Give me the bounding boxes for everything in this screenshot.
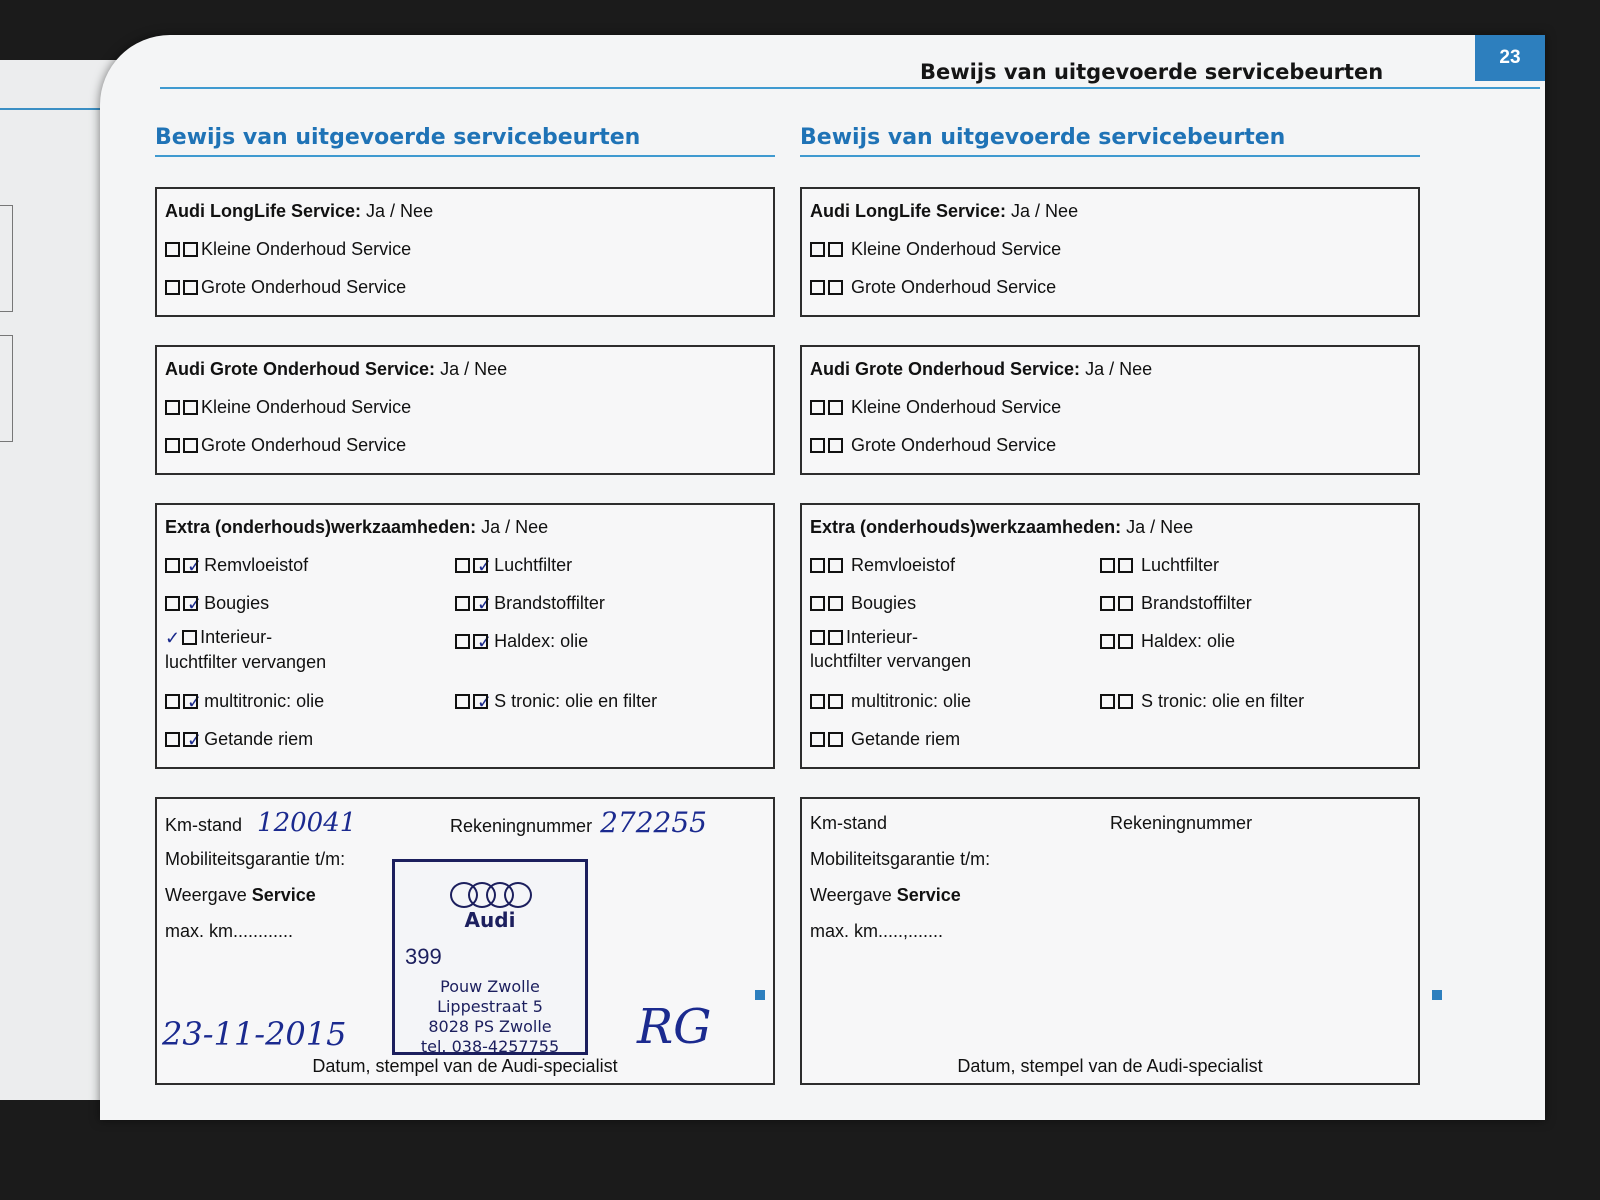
- bougies-item: ✓ Bougies: [165, 587, 455, 625]
- luchtfilter-item: Luchtfilter: [1100, 549, 1400, 587]
- stamp-box: [800, 797, 1420, 1085]
- checkbox[interactable]: [473, 596, 488, 611]
- audi-rings-icon: [450, 882, 530, 904]
- checkbox[interactable]: [473, 694, 488, 709]
- manual-page: [100, 35, 1545, 1120]
- checkbox[interactable]: [183, 596, 198, 611]
- haldex-item: Haldex: olie: [1100, 625, 1400, 663]
- checkbox[interactable]: [455, 634, 470, 649]
- bougies-item: Bougies: [810, 587, 1100, 625]
- kleine-row: Kleine Onderhoud Service: [165, 233, 765, 271]
- longlife-title: Audi LongLife Service: Ja / Nee: [810, 201, 1079, 221]
- interieur-item: Interieur- luchtfilter vervangen: [810, 627, 972, 671]
- checkbox[interactable]: [810, 558, 825, 573]
- checkbox[interactable]: [828, 732, 843, 747]
- left-service-record: [155, 125, 775, 1113]
- datum-caption: Datum, stempel van de Audi-specialist: [957, 1056, 1263, 1076]
- handwritten-signature: RG: [637, 999, 712, 1055]
- grote-onderhoud-box: [800, 345, 1420, 475]
- checkbox[interactable]: [165, 596, 180, 611]
- stamp-brand: Audi: [464, 908, 516, 932]
- km-value: 120041: [257, 808, 357, 838]
- getande-riem-item: ✓ Getande riem: [165, 723, 455, 761]
- handwritten-check-icon: ✓: [477, 594, 493, 615]
- checkbox[interactable]: [1118, 634, 1133, 649]
- stronic-item: ✓ S tronic: olie en filter: [455, 685, 755, 723]
- grote-row: Grote Onderhoud Service: [165, 429, 765, 467]
- section-heading: Bewijs van uitgevoerde servicebeurten: [155, 125, 775, 157]
- checkbox[interactable]: [165, 280, 180, 295]
- maxkm-label: max. km............: [165, 921, 294, 941]
- header-rule: [160, 87, 1540, 89]
- weergave-label: Weergave Service: [810, 885, 961, 905]
- checkbox[interactable]: [183, 438, 198, 453]
- checkbox[interactable]: [165, 242, 180, 257]
- checkbox[interactable]: [828, 596, 843, 611]
- previous-page-box: [0, 205, 13, 312]
- section-heading: Bewijs van uitgevoerde servicebeurten: [800, 125, 1420, 157]
- checkbox[interactable]: [183, 280, 198, 295]
- grote-title: Audi Grote Onderhoud Service: Ja / Nee: [165, 359, 508, 379]
- checkbox[interactable]: [455, 596, 470, 611]
- checkbox[interactable]: [828, 438, 843, 453]
- right-service-record: [800, 125, 1420, 1113]
- previous-page-box: [0, 335, 13, 442]
- page-number: 23: [1475, 35, 1545, 81]
- grote-row: Grote Onderhoud Service: [810, 271, 1410, 309]
- running-title: Bewijs van uitgevoerde servicebeurten: [920, 60, 1384, 84]
- stamp-code: 399: [405, 944, 442, 969]
- longlife-box: [155, 187, 775, 317]
- longlife-title: Audi LongLife Service: Ja / Nee: [165, 201, 434, 221]
- multitronic-item: multitronic: olie: [810, 685, 1100, 723]
- km-label: Km-stand: [165, 815, 243, 835]
- handwritten-check-icon: ✓: [187, 692, 203, 713]
- checkbox[interactable]: [828, 558, 843, 573]
- checkbox[interactable]: [828, 694, 843, 709]
- rekening-field: Rekeningnummer 272255: [450, 806, 707, 839]
- dealer-stamp: [392, 859, 588, 1055]
- extra-werkzaamheden-box: [155, 503, 775, 769]
- interieur-item: ✓ Interieur- luchtfilter vervangen: [165, 627, 327, 673]
- checkbox[interactable]: [165, 694, 180, 709]
- checkbox[interactable]: [1100, 634, 1115, 649]
- checkbox[interactable]: [183, 694, 198, 709]
- haldex-item: ✓ Haldex: olie: [455, 625, 755, 663]
- rekening-label: Rekeningnummer: [1110, 813, 1253, 833]
- checkbox[interactable]: [473, 558, 488, 573]
- km-row: [165, 805, 765, 841]
- checkbox[interactable]: [828, 280, 843, 295]
- checkbox[interactable]: [165, 438, 180, 453]
- checkbox[interactable]: [473, 634, 488, 649]
- checkbox[interactable]: [810, 242, 825, 257]
- checkbox[interactable]: [182, 630, 197, 645]
- stamp-box: [155, 797, 775, 1085]
- checkbox[interactable]: [1118, 596, 1133, 611]
- checkbox[interactable]: [455, 694, 470, 709]
- handwritten-check-icon: ✓: [477, 632, 493, 653]
- grote-title: Audi Grote Onderhoud Service: Ja / Nee: [810, 359, 1153, 379]
- extra-werkzaamheden-box: [800, 503, 1420, 769]
- weergave-label: Weergave Service: [165, 885, 316, 905]
- grote-onderhoud-box: [155, 345, 775, 475]
- checkbox[interactable]: [810, 694, 825, 709]
- section-end-mark: [755, 990, 765, 1000]
- checkbox[interactable]: [165, 400, 180, 415]
- checkbox[interactable]: [828, 630, 843, 645]
- multitronic-item: ✓ multitronic: olie: [165, 685, 455, 723]
- checkbox[interactable]: [165, 558, 180, 573]
- checkbox[interactable]: [810, 438, 825, 453]
- getande-riem-item: Getande riem: [810, 723, 1100, 761]
- handwritten-check-icon: ✓: [165, 628, 181, 649]
- kleine-row: Kleine Onderhoud Service: [165, 391, 765, 429]
- checkbox[interactable]: [828, 400, 843, 415]
- checkbox[interactable]: [183, 732, 198, 747]
- checkbox[interactable]: [1100, 596, 1115, 611]
- section-end-mark: [1432, 990, 1442, 1000]
- checkbox[interactable]: [1100, 558, 1115, 573]
- checkbox[interactable]: [810, 596, 825, 611]
- handwritten-check-icon: ✓: [187, 556, 203, 577]
- extra-title: Extra (onderhouds)werkzaamheden: Ja / Nee: [810, 517, 1194, 537]
- rekening-value: 272255: [600, 806, 707, 839]
- grote-row: Grote Onderhoud Service: [810, 429, 1410, 467]
- checkbox[interactable]: [183, 558, 198, 573]
- brandstoffilter-item: ✓ Brandstoffilter: [455, 587, 755, 625]
- mobiliteit-label: Mobiliteitsgarantie t/m:: [165, 849, 346, 869]
- kleine-row: Kleine Onderhoud Service: [810, 233, 1410, 271]
- kleine-row: Kleine Onderhoud Service: [810, 391, 1410, 429]
- checkbox[interactable]: [1118, 694, 1133, 709]
- checkbox[interactable]: [810, 630, 825, 645]
- checkbox[interactable]: [455, 558, 470, 573]
- mobiliteit-label: Mobiliteitsgarantie t/m:: [810, 849, 991, 869]
- checkbox[interactable]: [183, 400, 198, 415]
- remvloeistof-item: ✓ Remvloeistof: [165, 549, 455, 587]
- handwritten-check-icon: ✓: [477, 692, 493, 713]
- km-row: [810, 805, 1410, 841]
- checkbox[interactable]: [1118, 558, 1133, 573]
- luchtfilter-item: ✓ Luchtfilter: [455, 549, 755, 587]
- checkbox[interactable]: [165, 732, 180, 747]
- brandstoffilter-item: Brandstoffilter: [1100, 587, 1400, 625]
- checkbox[interactable]: [828, 242, 843, 257]
- checkbox[interactable]: [810, 400, 825, 415]
- extra-title: Extra (onderhouds)werkzaamheden: Ja / Nee: [165, 517, 549, 537]
- checkbox[interactable]: [1100, 694, 1115, 709]
- checkbox[interactable]: [810, 280, 825, 295]
- longlife-box: [800, 187, 1420, 317]
- grote-row: Grote Onderhoud Service: [165, 271, 765, 309]
- handwritten-check-icon: ✓: [187, 594, 203, 615]
- stamp-address: Pouw Zwolle Lippestraat 5 8028 PS Zwolle tel. 038-4257755: [420, 977, 560, 1056]
- km-label: Km-stand: [810, 813, 888, 833]
- checkbox[interactable]: [810, 732, 825, 747]
- handwritten-check-icon: ✓: [477, 556, 493, 577]
- checkbox[interactable]: [183, 242, 198, 257]
- datum-caption: Datum, stempel van de Audi-specialist: [312, 1056, 618, 1076]
- handwritten-check-icon: ✓: [187, 730, 203, 751]
- maxkm-label: max. km.....,.......: [810, 921, 944, 941]
- stronic-item: S tronic: olie en filter: [1100, 685, 1400, 723]
- handwritten-date: 23-11-2015: [162, 1015, 347, 1053]
- remvloeistof-item: Remvloeistof: [810, 549, 1100, 587]
